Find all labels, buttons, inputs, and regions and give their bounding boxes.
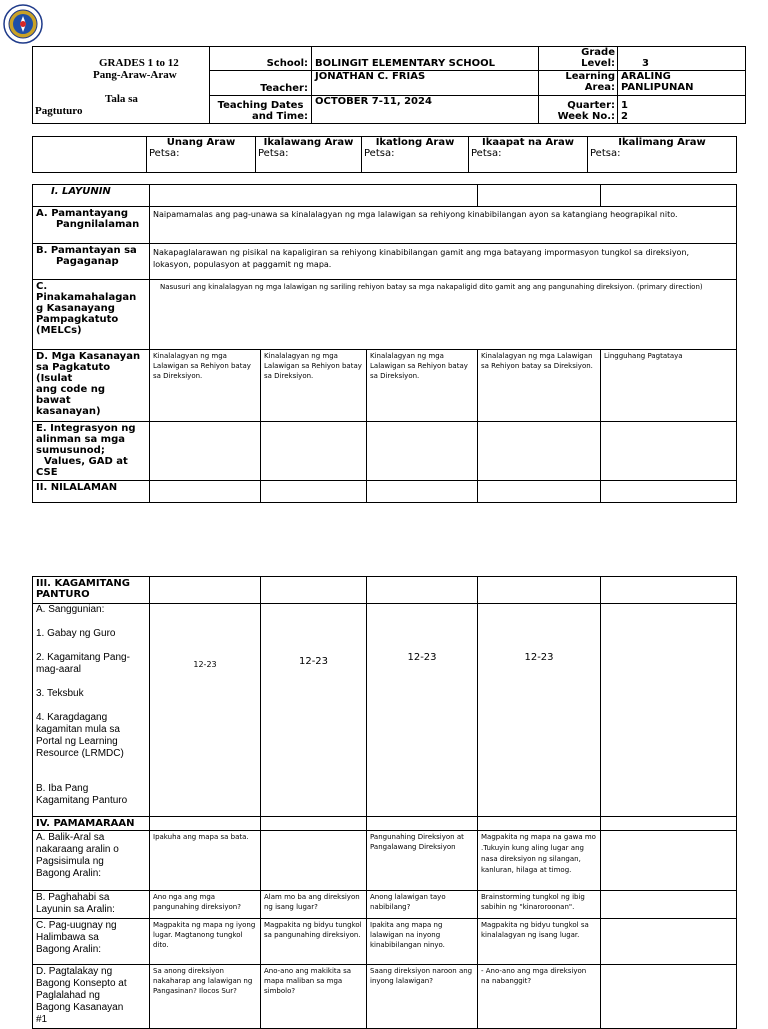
pagtalakay-day1: Sa anong direksiyon nakaharap ang lalawigan ng Pangasinan? Ilocos Sur? [150, 965, 261, 1029]
integrasyon-day5 [601, 422, 737, 481]
integrasyon-day3 [367, 422, 478, 481]
pag-uugnay-label-1: C. Pag-uugnay ng [36, 920, 117, 931]
balik-aral-day4: Magpakita ng mapa na gawa mo .Tukuyin kung aling lugar ang nasa direksiyon ng silangan, kanluran, hilaga at timog. [478, 831, 601, 891]
paghahabi-label-2: Layunin sa Aralin: [36, 904, 115, 915]
dates-label-1: Teaching Dates [217, 100, 304, 111]
day3-label: Ikatlong Araw [375, 137, 455, 148]
day1-label: Unang Araw [166, 137, 236, 148]
nilalaman-day4 [478, 481, 601, 503]
karagdagang-label-1: 4. Karagdagang [36, 712, 108, 723]
kasanayan-day5: Lingguhang Pagtataya [601, 350, 737, 422]
pagaganap-label [33, 244, 150, 280]
pag-uugnay-day2: Magpakita ng bidyu tungkol sa pangunahing direksiyon. [261, 919, 367, 965]
paghahabi-label [33, 891, 150, 919]
nilalaman-day1 [150, 481, 261, 503]
nilalaman-day3 [367, 481, 478, 503]
header-title-cell [33, 47, 210, 124]
deped-seal-icon [3, 4, 43, 44]
layunin-empty-1 [150, 185, 478, 207]
title-line4: Pagtuturo [35, 105, 83, 117]
kasanayan-label-5: bawat [36, 395, 71, 406]
integrasyon-label-3: sumusunod; [36, 445, 105, 456]
melc-label-4: Pampagkatuto [36, 314, 119, 325]
pages-day2: 12-23 [261, 604, 367, 817]
gabay-label: 1. Gabay ng Guro [36, 628, 116, 639]
balik-aral-label-4: Bagong Aralin: [36, 868, 102, 879]
kasanayan-label-3: (Isulat [36, 373, 73, 384]
balik-aral-label-1: A. Balik-Aral sa [36, 832, 105, 843]
pamamaraan-day5 [601, 817, 737, 831]
paghahabi-day3: Anong lalawigan tayo nabibilang? [367, 891, 478, 919]
grade-label-1: Grade [581, 47, 615, 58]
nilalaman-heading: II. NILALAMAN [33, 481, 150, 503]
title-line1: GRADES 1 to 12 [99, 57, 179, 69]
pag-uugnay-label-3: Bagong Aralin: [36, 944, 102, 955]
days-table [32, 136, 737, 173]
day3-petsa: Petsa: [364, 148, 395, 159]
melc-text: Nasusuri ang kinalalagyan ng mga lalawigan ng sariling rehiyon batay sa mga nakapaligid dito gamit ang ang pangunahing direksiyon. (primary direction) [150, 280, 737, 350]
pamamaraan-day4 [478, 817, 601, 831]
days-empty-cell [33, 137, 147, 173]
pamamaraan-heading: IV. PAMAMARAAN [33, 817, 150, 831]
pagtalakay-day2: Ano-ano ang makikita sa mapa maliban sa mga simbolo? [261, 965, 367, 1029]
melc-label-3: g Kasanayang [36, 303, 115, 314]
dates-label [210, 96, 312, 124]
pages-day5 [601, 604, 737, 817]
balik-aral-label-3: Pagsisimula ng [36, 856, 104, 867]
pamantayang-label [33, 207, 150, 244]
kasanayan-day4: Kinalalagyan ng mga Lalawigan sa Rehiyon batay sa Direksiyon. [478, 350, 601, 422]
kasanayan-day2: Kinalalagyan ng mga Lalawigan sa Rehiyon batay sa Direksiyon. [261, 350, 367, 422]
integrasyon-label-1: E. Integrasyon ng [36, 423, 136, 434]
melc-label-2: Pinakamahalagan [36, 292, 137, 303]
area-value [618, 71, 746, 96]
dates-label-2: and Time: [252, 111, 308, 122]
pamantayang-label-2: Pangnilalaman [56, 219, 140, 230]
iba-label-1: B. Iba Pang [36, 783, 89, 794]
balik-aral-label-2: nakaraang aralin o [36, 844, 119, 855]
pagtalakay-day3: Saang direksiyon naroon ang inyong lalawigan? [367, 965, 478, 1029]
day5-cell [588, 137, 737, 173]
day2-label: Ikalawang Araw [263, 137, 354, 148]
grade-label-2: Level: [581, 58, 615, 69]
pagtalakay-day4: - Ano-ano ang mga direksiyon na nabanggit? [478, 965, 601, 1029]
grade-value: 3 [618, 47, 746, 71]
pagaganap-label-2: Pagaganap [56, 256, 119, 267]
pagaganap-text-2: lokasyon, populasyon at paggamit ng mapa. [153, 260, 332, 269]
karagdagang-label-3: Portal ng Learning [36, 736, 118, 747]
kagamitan-day4 [478, 577, 601, 604]
kagamitan-day3 [367, 577, 478, 604]
karagdagang-label-2: kagamitan mula sa [36, 724, 120, 735]
pag-uugnay-label [33, 919, 150, 965]
day5-petsa: Petsa: [590, 148, 621, 159]
day4-petsa: Petsa: [471, 148, 502, 159]
layunin-heading: I. LAYUNIN [33, 185, 150, 207]
kasanayan-label-2: sa Pagkatuto [36, 362, 111, 373]
pamamaraan-day1 [150, 817, 261, 831]
pagtalakay-day5 [601, 965, 737, 1029]
quarter-value: 1 [621, 100, 628, 111]
kagamitang-label-2: mag-aaral [36, 664, 82, 675]
pag-uugnay-label-2: Halimbawa sa [36, 932, 99, 943]
teacher-label: Teacher: [210, 71, 312, 96]
kasanayan-label-6: kasanayan) [36, 406, 101, 417]
pagtalakay-label [33, 965, 150, 1029]
nilalaman-day2 [261, 481, 367, 503]
school-value: BOLINGIT ELEMENTARY SCHOOL [312, 47, 539, 71]
kasanayan-label-4: ang code ng [36, 384, 106, 395]
week-value: 2 [621, 111, 628, 122]
day2-petsa: Petsa: [258, 148, 289, 159]
procedure-table [32, 576, 737, 1029]
quarter-week-label [539, 96, 618, 124]
pagtalakay-label-3: Paglalahad ng [36, 990, 100, 1001]
pag-uugnay-day3: Ipakita ang mapa ng lalawigan na inyong kinabibilangan ninyo. [367, 919, 478, 965]
area-value-1: ARALING [621, 71, 671, 82]
kagamitan-heading-1: III. KAGAMITANG [36, 578, 130, 589]
kagamitang-label-1: 2. Kagamitang Pang- [36, 652, 130, 663]
paghahabi-label-1: B. Paghahabi sa [36, 892, 110, 903]
integrasyon-label-4: Values, GAD at [44, 456, 128, 467]
header-table [32, 46, 746, 124]
pagtalakay-label-4: Bagong Kasanayan [36, 1002, 124, 1013]
day1-cell [147, 137, 256, 173]
kagamitan-day2 [261, 577, 367, 604]
balik-aral-day1: Ipakuha ang mapa sa bata. [150, 831, 261, 891]
title-line2: Pang-Araw-Araw [93, 69, 177, 81]
pag-uugnay-day5 [601, 919, 737, 965]
kasanayan-label-1: D. Mga Kasanayan [36, 351, 141, 362]
pagaganap-label-1: B. Pamantayan sa [36, 245, 137, 256]
pag-uugnay-day4: Magpakita ng bidyu tungkol sa kinalalagyan ng isang lugar. [478, 919, 601, 965]
pagtalakay-label-2: Bagong Konsepto at [36, 978, 127, 989]
day2-cell [256, 137, 362, 173]
area-value-2: PANLIPUNAN [621, 82, 694, 93]
school-label: School: [210, 47, 312, 71]
pagtalakay-label-5: #1 [36, 1014, 48, 1025]
pamantayang-label-1: A. Pamantayang [36, 208, 129, 219]
area-label-2: Area: [584, 82, 615, 93]
layunin-empty-2 [478, 185, 601, 207]
objectives-table [32, 184, 737, 503]
quarter-label: Quarter: [567, 100, 615, 111]
day4-label: Ikaapat na Araw [481, 137, 575, 148]
kasanayan-day3: Kinalalagyan ng mga Lalawigan sa Rehiyon batay sa Direksiyon. [367, 350, 478, 422]
pamamaraan-day2 [261, 817, 367, 831]
melc-label-1: C. [36, 281, 48, 292]
melc-label-5: (MELCs) [36, 325, 82, 336]
kasanayan-label [33, 350, 150, 422]
pagaganap-text-1: Nakapaglalarawan ng pisikal na kapaligiran sa rehiyong kinabibilangan gamit ang mga batayang impormasyon tungkol sa direksiyon, [153, 248, 690, 257]
integrasyon-label-2: alinman sa mga [36, 434, 125, 445]
kagamitan-heading-2: PANTURO [36, 589, 90, 600]
dates-value: OCTOBER 7-11, 2024 [312, 96, 539, 124]
paghahabi-day2: Alam mo ba ang direksiyon ng isang lugar? [261, 891, 367, 919]
grade-label [539, 47, 618, 71]
area-label [539, 71, 618, 96]
quarter-week-value [618, 96, 746, 124]
sanggunian-label: A. Sanggunian: [36, 604, 105, 615]
melc-label [33, 280, 150, 350]
pagtalakay-label-1: D. Pagtalakay ng [36, 966, 113, 977]
integrasyon-day1 [150, 422, 261, 481]
karagdagang-label-4: Resource (LRMDC) [36, 748, 124, 759]
pages-day1: 12-23 [150, 604, 261, 817]
nilalaman-day5 [601, 481, 737, 503]
pagaganap-text [150, 244, 737, 280]
week-label: Week No.: [557, 111, 615, 122]
day5-label: Ikalimang Araw [618, 137, 706, 148]
teksbuk-label: 3. Teksbuk [36, 688, 84, 699]
kagamitan-heading [33, 577, 150, 604]
day4-cell [469, 137, 588, 173]
area-label-1: Learning [565, 71, 615, 82]
integrasyon-label [33, 422, 150, 481]
pages-day3: 12-23 [367, 604, 478, 817]
balik-aral-label [33, 831, 150, 891]
paghahabi-day5 [601, 891, 737, 919]
pages-day4: 12-23 [478, 604, 601, 817]
day3-cell [362, 137, 469, 173]
balik-aral-day5 [601, 831, 737, 891]
kasanayan-day1: Kinalalagyan ng mga Lalawigan sa Rehiyon batay sa Direksiyon. [150, 350, 261, 422]
balik-aral-day2 [261, 831, 367, 891]
pag-uugnay-day1: Magpakita ng mapa ng iyong lugar. Magtanong tungkol dito. [150, 919, 261, 965]
teacher-value: JONATHAN C. FRIAS [312, 71, 539, 96]
pamamaraan-day3 [367, 817, 478, 831]
day1-petsa: Petsa: [149, 148, 180, 159]
balik-aral-day3: Pangunahing Direksiyon at Pangalawang Direksiyon [367, 831, 478, 891]
paghahabi-day1: Ano nga ang mga pangunahing direksiyon? [150, 891, 261, 919]
paghahabi-day4: Brainstorming tungkol ng ibig sabihin ng "kinaroroonan". [478, 891, 601, 919]
integrasyon-label-5: CSE [36, 467, 58, 478]
kagamitan-day1 [150, 577, 261, 604]
integrasyon-day4 [478, 422, 601, 481]
pamantayang-text: Naipamamalas ang pag-unawa sa kinalalagyan ng mga lalawigan sa rehiyong kinabibilangan ayon sa katangiang heograpikal nito. [150, 207, 737, 244]
integrasyon-day2 [261, 422, 367, 481]
title-line3: Tala sa [105, 93, 138, 105]
layunin-empty-3 [601, 185, 737, 207]
kagamitan-day5 [601, 577, 737, 604]
iba-label-2: Kagamitang Panturo [36, 795, 128, 806]
sanggunian-cell [33, 604, 150, 817]
